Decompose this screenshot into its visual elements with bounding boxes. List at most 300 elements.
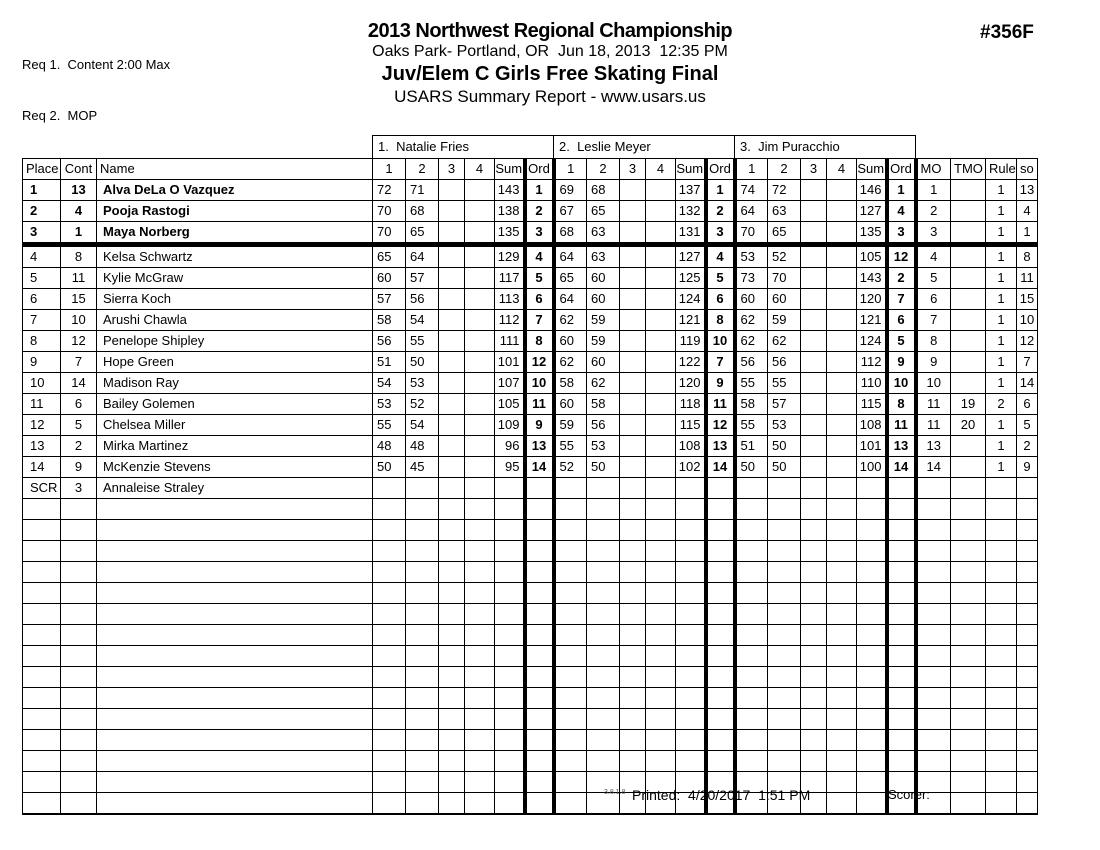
- rule-header: Rule: [986, 159, 1017, 180]
- mark-cell: [620, 499, 646, 520]
- mark-cell: [465, 730, 495, 751]
- mark-cell: [827, 180, 857, 201]
- name-cell: McKenzie Stevens: [97, 457, 373, 478]
- name-cell: [97, 751, 373, 772]
- mark-cell: [646, 310, 676, 331]
- mark-cell: [827, 352, 857, 373]
- mark-cell: 50: [587, 457, 620, 478]
- ord-cell: [525, 520, 554, 541]
- name-cell: Arushi Chawla: [97, 310, 373, 331]
- mark-cell: [465, 604, 495, 625]
- event-number: #356F: [980, 22, 1034, 43]
- judge-3-header: 3. Jim Puracchio: [735, 136, 916, 159]
- place-cell: [23, 541, 61, 562]
- mark-cell: [465, 415, 495, 436]
- mark-cell: [439, 201, 465, 222]
- mark-cell: [373, 646, 406, 667]
- sum-cell: [676, 625, 706, 646]
- so-cell: 14: [1017, 373, 1038, 394]
- mark-cell: [768, 709, 801, 730]
- cont-cell: [61, 541, 97, 562]
- mark-cell: [406, 625, 439, 646]
- mark-cell: [768, 604, 801, 625]
- mark-cell: [554, 604, 587, 625]
- empty-row: [23, 646, 1038, 667]
- mark-cell: [373, 604, 406, 625]
- cont-cell: 15: [61, 289, 97, 310]
- ord-cell: 4: [887, 201, 916, 222]
- sum-cell: 109: [495, 415, 525, 436]
- name-cell: [97, 604, 373, 625]
- rule-cell: 2: [986, 394, 1017, 415]
- mark-cell: [439, 436, 465, 457]
- ord-cell: 6: [887, 310, 916, 331]
- name-cell: [97, 667, 373, 688]
- mark4-header: 4: [827, 159, 857, 180]
- result-row: [23, 222, 1038, 245]
- mark-cell: 62: [587, 373, 620, 394]
- rule-cell: [986, 730, 1017, 751]
- mark-cell: [620, 709, 646, 730]
- mark3-header: 3: [620, 159, 646, 180]
- empty-row: [23, 520, 1038, 541]
- mark-cell: [735, 625, 768, 646]
- mark-cell: 64: [554, 289, 587, 310]
- ord-cell: [525, 730, 554, 751]
- sum-cell: 110: [857, 373, 887, 394]
- so-cell: [1017, 604, 1038, 625]
- mark-cell: [406, 688, 439, 709]
- mark-cell: 45: [406, 457, 439, 478]
- sum-cell: 95: [495, 457, 525, 478]
- ord-cell: 11: [706, 394, 735, 415]
- mo-cell: [916, 751, 951, 772]
- results-table: [22, 135, 1038, 815]
- empty-row: [23, 688, 1038, 709]
- sum-cell: 113: [495, 289, 525, 310]
- printed-timestamp: Printed: 4/20/2017 1:51 PM: [632, 787, 811, 803]
- mark-cell: [827, 646, 857, 667]
- tmo-cell: [951, 245, 986, 268]
- so-cell: [1017, 709, 1038, 730]
- mark-cell: [620, 520, 646, 541]
- cont-cell: 7: [61, 352, 97, 373]
- mark-cell: [801, 352, 827, 373]
- sum-cell: [495, 583, 525, 604]
- mark-cell: [587, 520, 620, 541]
- report-header: [0, 20, 1100, 108]
- ord-cell: [525, 562, 554, 583]
- mark-cell: [620, 201, 646, 222]
- mo-cell: [916, 562, 951, 583]
- mark-cell: [768, 730, 801, 751]
- cont-cell: 1: [61, 222, 97, 245]
- mark-cell: [801, 709, 827, 730]
- place-cell: [23, 520, 61, 541]
- mark-cell: 53: [406, 373, 439, 394]
- mark-cell: [373, 562, 406, 583]
- mark-cell: [646, 415, 676, 436]
- mo-cell: 3: [916, 222, 951, 245]
- tmo-cell: [951, 709, 986, 730]
- so-cell: [1017, 625, 1038, 646]
- ord-cell: 2: [525, 201, 554, 222]
- mark-cell: [373, 541, 406, 562]
- mo-cell: 6: [916, 289, 951, 310]
- tmo-cell: [951, 222, 986, 245]
- name-cell: [97, 541, 373, 562]
- empty-row: [23, 751, 1038, 772]
- so-cell: 15: [1017, 289, 1038, 310]
- so-cell: 8: [1017, 245, 1038, 268]
- place-cell: 13: [23, 436, 61, 457]
- rule-cell: [986, 520, 1017, 541]
- mark-cell: [406, 709, 439, 730]
- place-cell: [23, 772, 61, 793]
- mark1-header: 1: [735, 159, 768, 180]
- mark-cell: 52: [406, 394, 439, 415]
- mark-cell: 55: [735, 415, 768, 436]
- sum-header: Sum: [857, 159, 887, 180]
- name-cell: [97, 583, 373, 604]
- mark-cell: 62: [735, 310, 768, 331]
- name-cell: Kylie McGraw: [97, 268, 373, 289]
- mark1-header: 1: [554, 159, 587, 180]
- ord-cell: [887, 688, 916, 709]
- mark-cell: [735, 751, 768, 772]
- judge-2-header: 2. Leslie Meyer: [554, 136, 735, 159]
- ord-cell: [525, 688, 554, 709]
- championship-title: 2013 Northwest Regional Championship: [367, 20, 733, 42]
- ord-cell: [887, 709, 916, 730]
- mark-cell: [439, 457, 465, 478]
- name-cell: [97, 793, 373, 815]
- place-cell: [23, 688, 61, 709]
- mark-cell: [827, 751, 857, 772]
- mark-cell: 50: [735, 457, 768, 478]
- cont-cell: [61, 751, 97, 772]
- mark-cell: [554, 562, 587, 583]
- mark-cell: [406, 520, 439, 541]
- mark-cell: [827, 289, 857, 310]
- ord-cell: 3: [887, 222, 916, 245]
- name-cell: Madison Ray: [97, 373, 373, 394]
- so-cell: [1017, 541, 1038, 562]
- mark-cell: [620, 331, 646, 352]
- cont-cell: [61, 709, 97, 730]
- ord-cell: [706, 478, 735, 499]
- mark-cell: 59: [587, 310, 620, 331]
- mark-cell: 48: [373, 436, 406, 457]
- ord-cell: [525, 541, 554, 562]
- cont-cell: [61, 499, 97, 520]
- sum-cell: 135: [495, 222, 525, 245]
- mark-cell: [827, 793, 857, 815]
- mark-cell: [439, 772, 465, 793]
- sum-cell: [495, 730, 525, 751]
- rule-cell: 1: [986, 436, 1017, 457]
- mark-cell: 58: [735, 394, 768, 415]
- venue-date-line: Oaks Park- Portland, OR Jun 18, 2013 12:35 PM: [372, 43, 728, 60]
- mark-cell: [620, 394, 646, 415]
- name-cell: [97, 499, 373, 520]
- sum-cell: 124: [676, 289, 706, 310]
- mark-cell: [439, 646, 465, 667]
- name-cell: Mirka Martinez: [97, 436, 373, 457]
- place-cell: 1: [23, 180, 61, 201]
- mark-cell: [465, 751, 495, 772]
- sum-cell: [857, 688, 887, 709]
- ord-cell: 10: [887, 373, 916, 394]
- ord-cell: [706, 562, 735, 583]
- ord-cell: 9: [706, 373, 735, 394]
- rule-cell: [986, 688, 1017, 709]
- mark-cell: [406, 730, 439, 751]
- mark-cell: [801, 688, 827, 709]
- so-cell: [1017, 478, 1038, 499]
- ord-cell: [887, 478, 916, 499]
- empty-row: [23, 793, 1038, 815]
- mark-cell: [587, 541, 620, 562]
- sum-cell: [857, 793, 887, 815]
- mark-cell: [827, 436, 857, 457]
- mark-cell: [465, 583, 495, 604]
- cont-cell: [61, 793, 97, 815]
- name-cell: Sierra Koch: [97, 289, 373, 310]
- sum-cell: 137: [676, 180, 706, 201]
- mark-cell: [439, 352, 465, 373]
- ord-cell: [706, 625, 735, 646]
- mark-cell: [735, 520, 768, 541]
- mark-cell: [465, 180, 495, 201]
- place-cell: [23, 562, 61, 583]
- mark-cell: [801, 373, 827, 394]
- mark-cell: [465, 793, 495, 815]
- mark-cell: [465, 562, 495, 583]
- sum-cell: 119: [676, 331, 706, 352]
- mark-cell: [620, 310, 646, 331]
- rule-cell: [986, 772, 1017, 793]
- mark-cell: [827, 394, 857, 415]
- mark-cell: [373, 730, 406, 751]
- name-cell: Penelope Shipley: [97, 331, 373, 352]
- so-cell: 7: [1017, 352, 1038, 373]
- mark-cell: 50: [768, 457, 801, 478]
- ord-cell: 11: [525, 394, 554, 415]
- sum-cell: [676, 709, 706, 730]
- name-cell: Kelsa Schwartz: [97, 245, 373, 268]
- mo-cell: 13: [916, 436, 951, 457]
- mark-cell: [646, 245, 676, 268]
- mark-cell: 68: [406, 201, 439, 222]
- mark-cell: [801, 180, 827, 201]
- ord-cell: 6: [525, 289, 554, 310]
- mark-cell: [465, 394, 495, 415]
- mark-cell: [801, 541, 827, 562]
- cont-cell: [61, 772, 97, 793]
- sum-cell: [495, 793, 525, 815]
- mark-cell: [646, 751, 676, 772]
- mark-cell: [827, 478, 857, 499]
- mark-cell: [646, 180, 676, 201]
- mark-cell: [827, 268, 857, 289]
- cont-cell: 2: [61, 436, 97, 457]
- name-cell: Maya Norberg: [97, 222, 373, 245]
- mark-cell: 60: [587, 352, 620, 373]
- mark-cell: [465, 352, 495, 373]
- rule-cell: [986, 709, 1017, 730]
- mo-cell: [916, 646, 951, 667]
- mark-cell: [554, 646, 587, 667]
- tmo-cell: 20: [951, 415, 986, 436]
- ord-cell: [887, 499, 916, 520]
- rule-cell: 1: [986, 268, 1017, 289]
- mark-cell: [439, 415, 465, 436]
- mark-cell: 60: [587, 289, 620, 310]
- mark-cell: [554, 667, 587, 688]
- mark-cell: [620, 730, 646, 751]
- empty-row: [23, 562, 1038, 583]
- ord-cell: 4: [525, 245, 554, 268]
- sum-cell: [495, 625, 525, 646]
- mark-cell: [620, 604, 646, 625]
- mark-cell: 70: [735, 222, 768, 245]
- empty-row: [23, 583, 1038, 604]
- mark-cell: [768, 667, 801, 688]
- mark-cell: [439, 709, 465, 730]
- sum-cell: [495, 667, 525, 688]
- sum-cell: [857, 478, 887, 499]
- ord-cell: 3: [525, 222, 554, 245]
- mark-cell: [439, 289, 465, 310]
- sum-cell: 129: [495, 245, 525, 268]
- ord-cell: [525, 625, 554, 646]
- tmo-cell: [951, 520, 986, 541]
- cont-cell: 13: [61, 180, 97, 201]
- sum-cell: 131: [676, 222, 706, 245]
- mark-cell: 51: [735, 436, 768, 457]
- rule-cell: 1: [986, 352, 1017, 373]
- mark-cell: [554, 772, 587, 793]
- tmo-cell: [951, 793, 986, 815]
- place-cell: [23, 583, 61, 604]
- tmo-cell: [951, 457, 986, 478]
- mark-cell: 54: [373, 373, 406, 394]
- ord-header: Ord: [887, 159, 916, 180]
- sum-cell: [495, 646, 525, 667]
- sum-cell: 118: [676, 394, 706, 415]
- sum-cell: [495, 772, 525, 793]
- tmo-cell: 19: [951, 394, 986, 415]
- sum-cell: [857, 604, 887, 625]
- mark-cell: [406, 667, 439, 688]
- mark-cell: [827, 688, 857, 709]
- rule-cell: 1: [986, 180, 1017, 201]
- mark-cell: 53: [587, 436, 620, 457]
- place-cell: [23, 709, 61, 730]
- ord-cell: 10: [525, 373, 554, 394]
- result-row: [23, 373, 1038, 394]
- mark-cell: [768, 583, 801, 604]
- mo-cell: 9: [916, 352, 951, 373]
- mark-cell: [827, 709, 857, 730]
- ord-cell: 13: [887, 436, 916, 457]
- mark-cell: [827, 562, 857, 583]
- sum-cell: 101: [857, 436, 887, 457]
- rule-cell: [986, 646, 1017, 667]
- mark-cell: [587, 478, 620, 499]
- sum-cell: 122: [676, 352, 706, 373]
- place-cell: 8: [23, 331, 61, 352]
- mark-cell: 67: [554, 201, 587, 222]
- tmo-cell: [951, 201, 986, 222]
- mark-cell: [735, 688, 768, 709]
- place-cell: 14: [23, 457, 61, 478]
- mo-cell: [916, 499, 951, 520]
- place-cell: [23, 793, 61, 815]
- so-cell: 4: [1017, 201, 1038, 222]
- mark-cell: [373, 793, 406, 815]
- mark-cell: [439, 310, 465, 331]
- place-cell: 4: [23, 245, 61, 268]
- mark-cell: [439, 520, 465, 541]
- mark-cell: 59: [554, 415, 587, 436]
- rule-cell: 1: [986, 457, 1017, 478]
- sum-cell: 121: [857, 310, 887, 331]
- mark-cell: [801, 331, 827, 352]
- mark-cell: [587, 604, 620, 625]
- rule-cell: [986, 583, 1017, 604]
- empty-row: [23, 499, 1038, 520]
- mark-cell: 64: [406, 245, 439, 268]
- mark-cell: [406, 478, 439, 499]
- mark-cell: [465, 222, 495, 245]
- mo-cell: 10: [916, 373, 951, 394]
- rule-cell: [986, 604, 1017, 625]
- mark-cell: [768, 541, 801, 562]
- so-cell: 2: [1017, 436, 1038, 457]
- sum-cell: 112: [495, 310, 525, 331]
- mo-cell: [916, 709, 951, 730]
- sum-cell: 143: [495, 180, 525, 201]
- mark-cell: [646, 709, 676, 730]
- result-row: [23, 201, 1038, 222]
- mark-cell: [406, 772, 439, 793]
- mark-cell: [801, 667, 827, 688]
- ord-header: Ord: [706, 159, 735, 180]
- mo-cell: 1: [916, 180, 951, 201]
- mark-cell: [827, 331, 857, 352]
- cont-cell: [61, 583, 97, 604]
- mark-cell: 50: [373, 457, 406, 478]
- mark-cell: [554, 751, 587, 772]
- mark-cell: 59: [768, 310, 801, 331]
- so-cell: [1017, 499, 1038, 520]
- event-title: Juv/Elem C Girls Free Skating Final: [381, 63, 719, 85]
- mark-cell: [801, 499, 827, 520]
- cont-cell: [61, 667, 97, 688]
- mark-cell: [827, 667, 857, 688]
- ord-cell: [887, 562, 916, 583]
- mark-cell: [554, 688, 587, 709]
- mark-cell: [554, 499, 587, 520]
- tmo-cell: [951, 751, 986, 772]
- sum-cell: [495, 520, 525, 541]
- ord-cell: 7: [887, 289, 916, 310]
- sum-cell: [857, 751, 887, 772]
- mark-cell: [735, 562, 768, 583]
- ord-cell: 10: [706, 331, 735, 352]
